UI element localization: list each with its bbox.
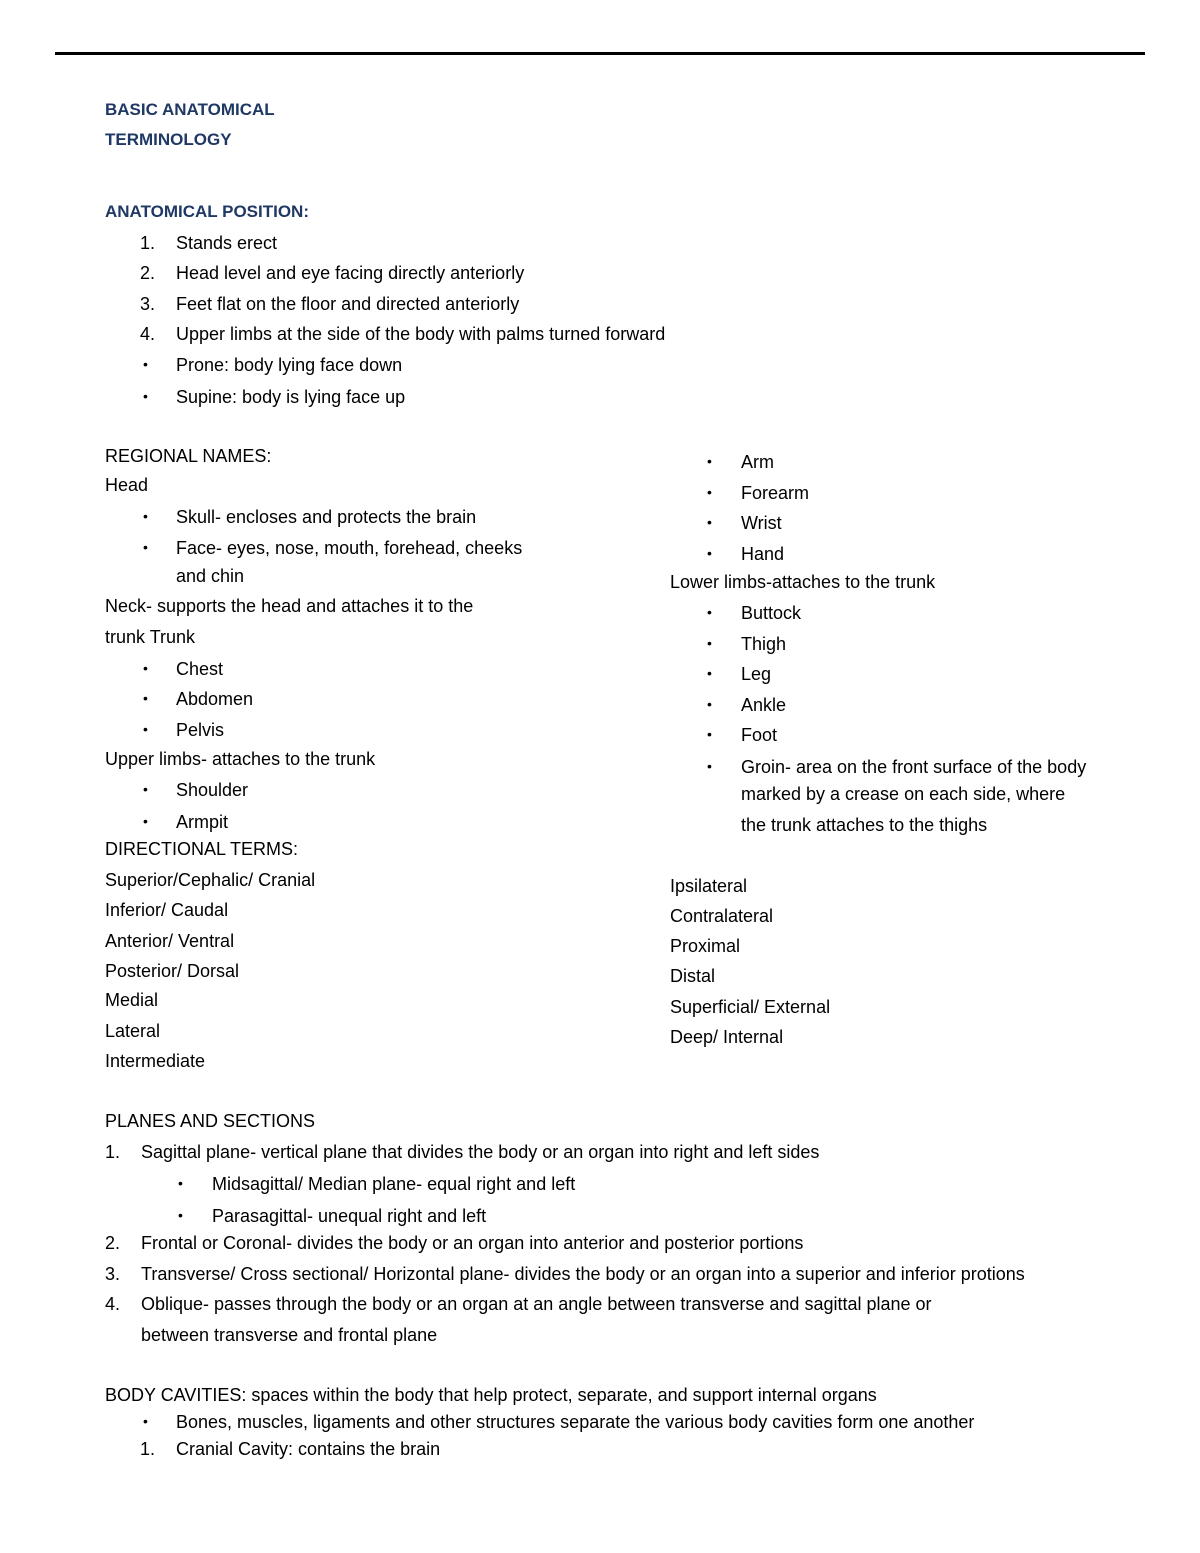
region-lower-limbs: Lower limbs-attaches to the trunk xyxy=(670,572,936,592)
title-line-2: TERMINOLOGY xyxy=(105,130,232,149)
bullet-icon: • xyxy=(178,1175,183,1191)
directional-term: Medial xyxy=(105,990,159,1010)
directional-term: Ipsilateral xyxy=(670,876,748,896)
directional-terms-heading: DIRECTIONAL TERMS: xyxy=(105,839,299,859)
list-item: Abdomen xyxy=(176,689,254,709)
list-item: Feet flat on the floor and directed anteriorly xyxy=(176,294,520,314)
list-number: 2. xyxy=(105,1233,121,1253)
directional-term: Contralateral xyxy=(670,906,774,926)
directional-term: Posterior/ Dorsal xyxy=(105,961,240,981)
bullet-icon: • xyxy=(143,781,148,797)
directional-term: Anterior/ Ventral xyxy=(105,931,235,951)
list-item: Stands erect xyxy=(176,233,278,253)
list-item: Armpit xyxy=(176,812,229,832)
bullet-icon: • xyxy=(143,508,148,524)
list-number: 3. xyxy=(140,294,156,314)
directional-term: Lateral xyxy=(105,1021,161,1041)
bullet-icon: • xyxy=(143,660,148,676)
list-number: 1. xyxy=(105,1142,121,1162)
list-item: Hand xyxy=(741,544,785,564)
list-item: Midsagittal/ Median plane- equal right and left xyxy=(212,1174,576,1194)
list-item: Forearm xyxy=(741,483,810,503)
list-item: Skull- encloses and protects the brain xyxy=(176,507,477,527)
list-item: Supine: body is lying face up xyxy=(176,387,406,407)
bullet-icon: • xyxy=(707,758,712,774)
list-item: Wrist xyxy=(741,513,782,533)
bullet-icon: • xyxy=(178,1207,183,1223)
list-item: Bones, muscles, ligaments and other structures separate the various body cavities form one another xyxy=(176,1412,975,1432)
directional-term: Proximal xyxy=(670,936,741,956)
list-item: Face- eyes, nose, mouth, forehead, cheeks xyxy=(176,538,523,558)
bullet-icon: • xyxy=(143,356,148,372)
bullet-icon: • xyxy=(143,539,148,555)
region-neck-continuation: trunk Trunk xyxy=(105,627,196,647)
regional-names-heading: REGIONAL NAMES: xyxy=(105,446,272,466)
list-number: 1. xyxy=(140,233,156,253)
directional-term: Inferior/ Caudal xyxy=(105,900,229,920)
region-head: Head xyxy=(105,475,149,495)
list-item: Pelvis xyxy=(176,720,225,740)
planes-heading: PLANES AND SECTIONS xyxy=(105,1111,316,1131)
bullet-icon: • xyxy=(707,514,712,530)
list-number: 2. xyxy=(140,263,156,283)
directional-term: Superior/Cephalic/ Cranial xyxy=(105,870,316,890)
list-item: Arm xyxy=(741,452,774,472)
bullet-icon: • xyxy=(707,604,712,620)
list-item: Parasagittal- unequal right and left xyxy=(212,1206,487,1226)
bullet-icon: • xyxy=(707,453,712,469)
top-rule xyxy=(55,52,1145,55)
region-neck: Neck- supports the head and attaches it to the xyxy=(105,596,474,616)
bullet-icon: • xyxy=(707,696,712,712)
list-number: 1. xyxy=(140,1439,156,1459)
list-item: Head level and eye facing directly anteriorly xyxy=(176,263,525,283)
list-item-continuation: between transverse and frontal plane xyxy=(141,1325,438,1345)
directional-term: Superficial/ External xyxy=(670,997,831,1017)
list-item: Groin- area on the front surface of the body xyxy=(741,757,1087,777)
bullet-icon: • xyxy=(707,665,712,681)
list-item: Foot xyxy=(741,725,778,745)
list-item-continuation: the trunk attaches to the thighs xyxy=(741,815,988,835)
bullet-icon: • xyxy=(707,635,712,651)
list-item: Ankle xyxy=(741,695,787,715)
list-item: Transverse/ Cross sectional/ Horizontal plane- divides the body or an organ into a superior and inferior protions xyxy=(141,1264,1025,1284)
body-cavities-heading: BODY CAVITIES: spaces within the body that help protect, separate, and support internal organs xyxy=(105,1385,877,1405)
list-item: Leg xyxy=(741,664,772,684)
bullet-icon: • xyxy=(707,484,712,500)
list-item: Shoulder xyxy=(176,780,249,800)
region-upper-limbs: Upper limbs- attaches to the trunk xyxy=(105,749,376,769)
directional-term: Deep/ Internal xyxy=(670,1027,784,1047)
list-item: Sagittal plane- vertical plane that divides the body or an organ into right and left sides xyxy=(141,1142,820,1162)
bullet-icon: • xyxy=(707,726,712,742)
list-item: Frontal or Coronal- divides the body or an organ into anterior and posterior portions xyxy=(141,1233,804,1253)
bullet-icon: • xyxy=(707,545,712,561)
list-item: Prone: body lying face down xyxy=(176,355,403,375)
bullet-icon: • xyxy=(143,813,148,829)
list-item: Upper limbs at the side of the body with palms turned forward xyxy=(176,324,666,344)
list-item: Buttock xyxy=(741,603,802,623)
bullet-icon: • xyxy=(143,721,148,737)
list-item-continuation: and chin xyxy=(176,566,245,586)
list-item: Thigh xyxy=(741,634,787,654)
directional-term: Distal xyxy=(670,966,716,986)
directional-term: Intermediate xyxy=(105,1051,206,1071)
anatomical-position-heading: ANATOMICAL POSITION: xyxy=(105,202,309,221)
list-number: 4. xyxy=(105,1294,121,1314)
bullet-icon: • xyxy=(143,388,148,404)
list-item: Cranial Cavity: contains the brain xyxy=(176,1439,441,1459)
list-item: Chest xyxy=(176,659,224,679)
list-item-continuation: marked by a crease on each side, where xyxy=(741,784,1066,804)
bullet-icon: • xyxy=(143,1413,148,1429)
bullet-icon: • xyxy=(143,690,148,706)
list-item: Oblique- passes through the body or an organ at an angle between transverse and sagittal plane or xyxy=(141,1294,932,1314)
list-number: 3. xyxy=(105,1264,121,1284)
title-line-1: BASIC ANATOMICAL xyxy=(105,100,275,119)
list-number: 4. xyxy=(140,324,156,344)
